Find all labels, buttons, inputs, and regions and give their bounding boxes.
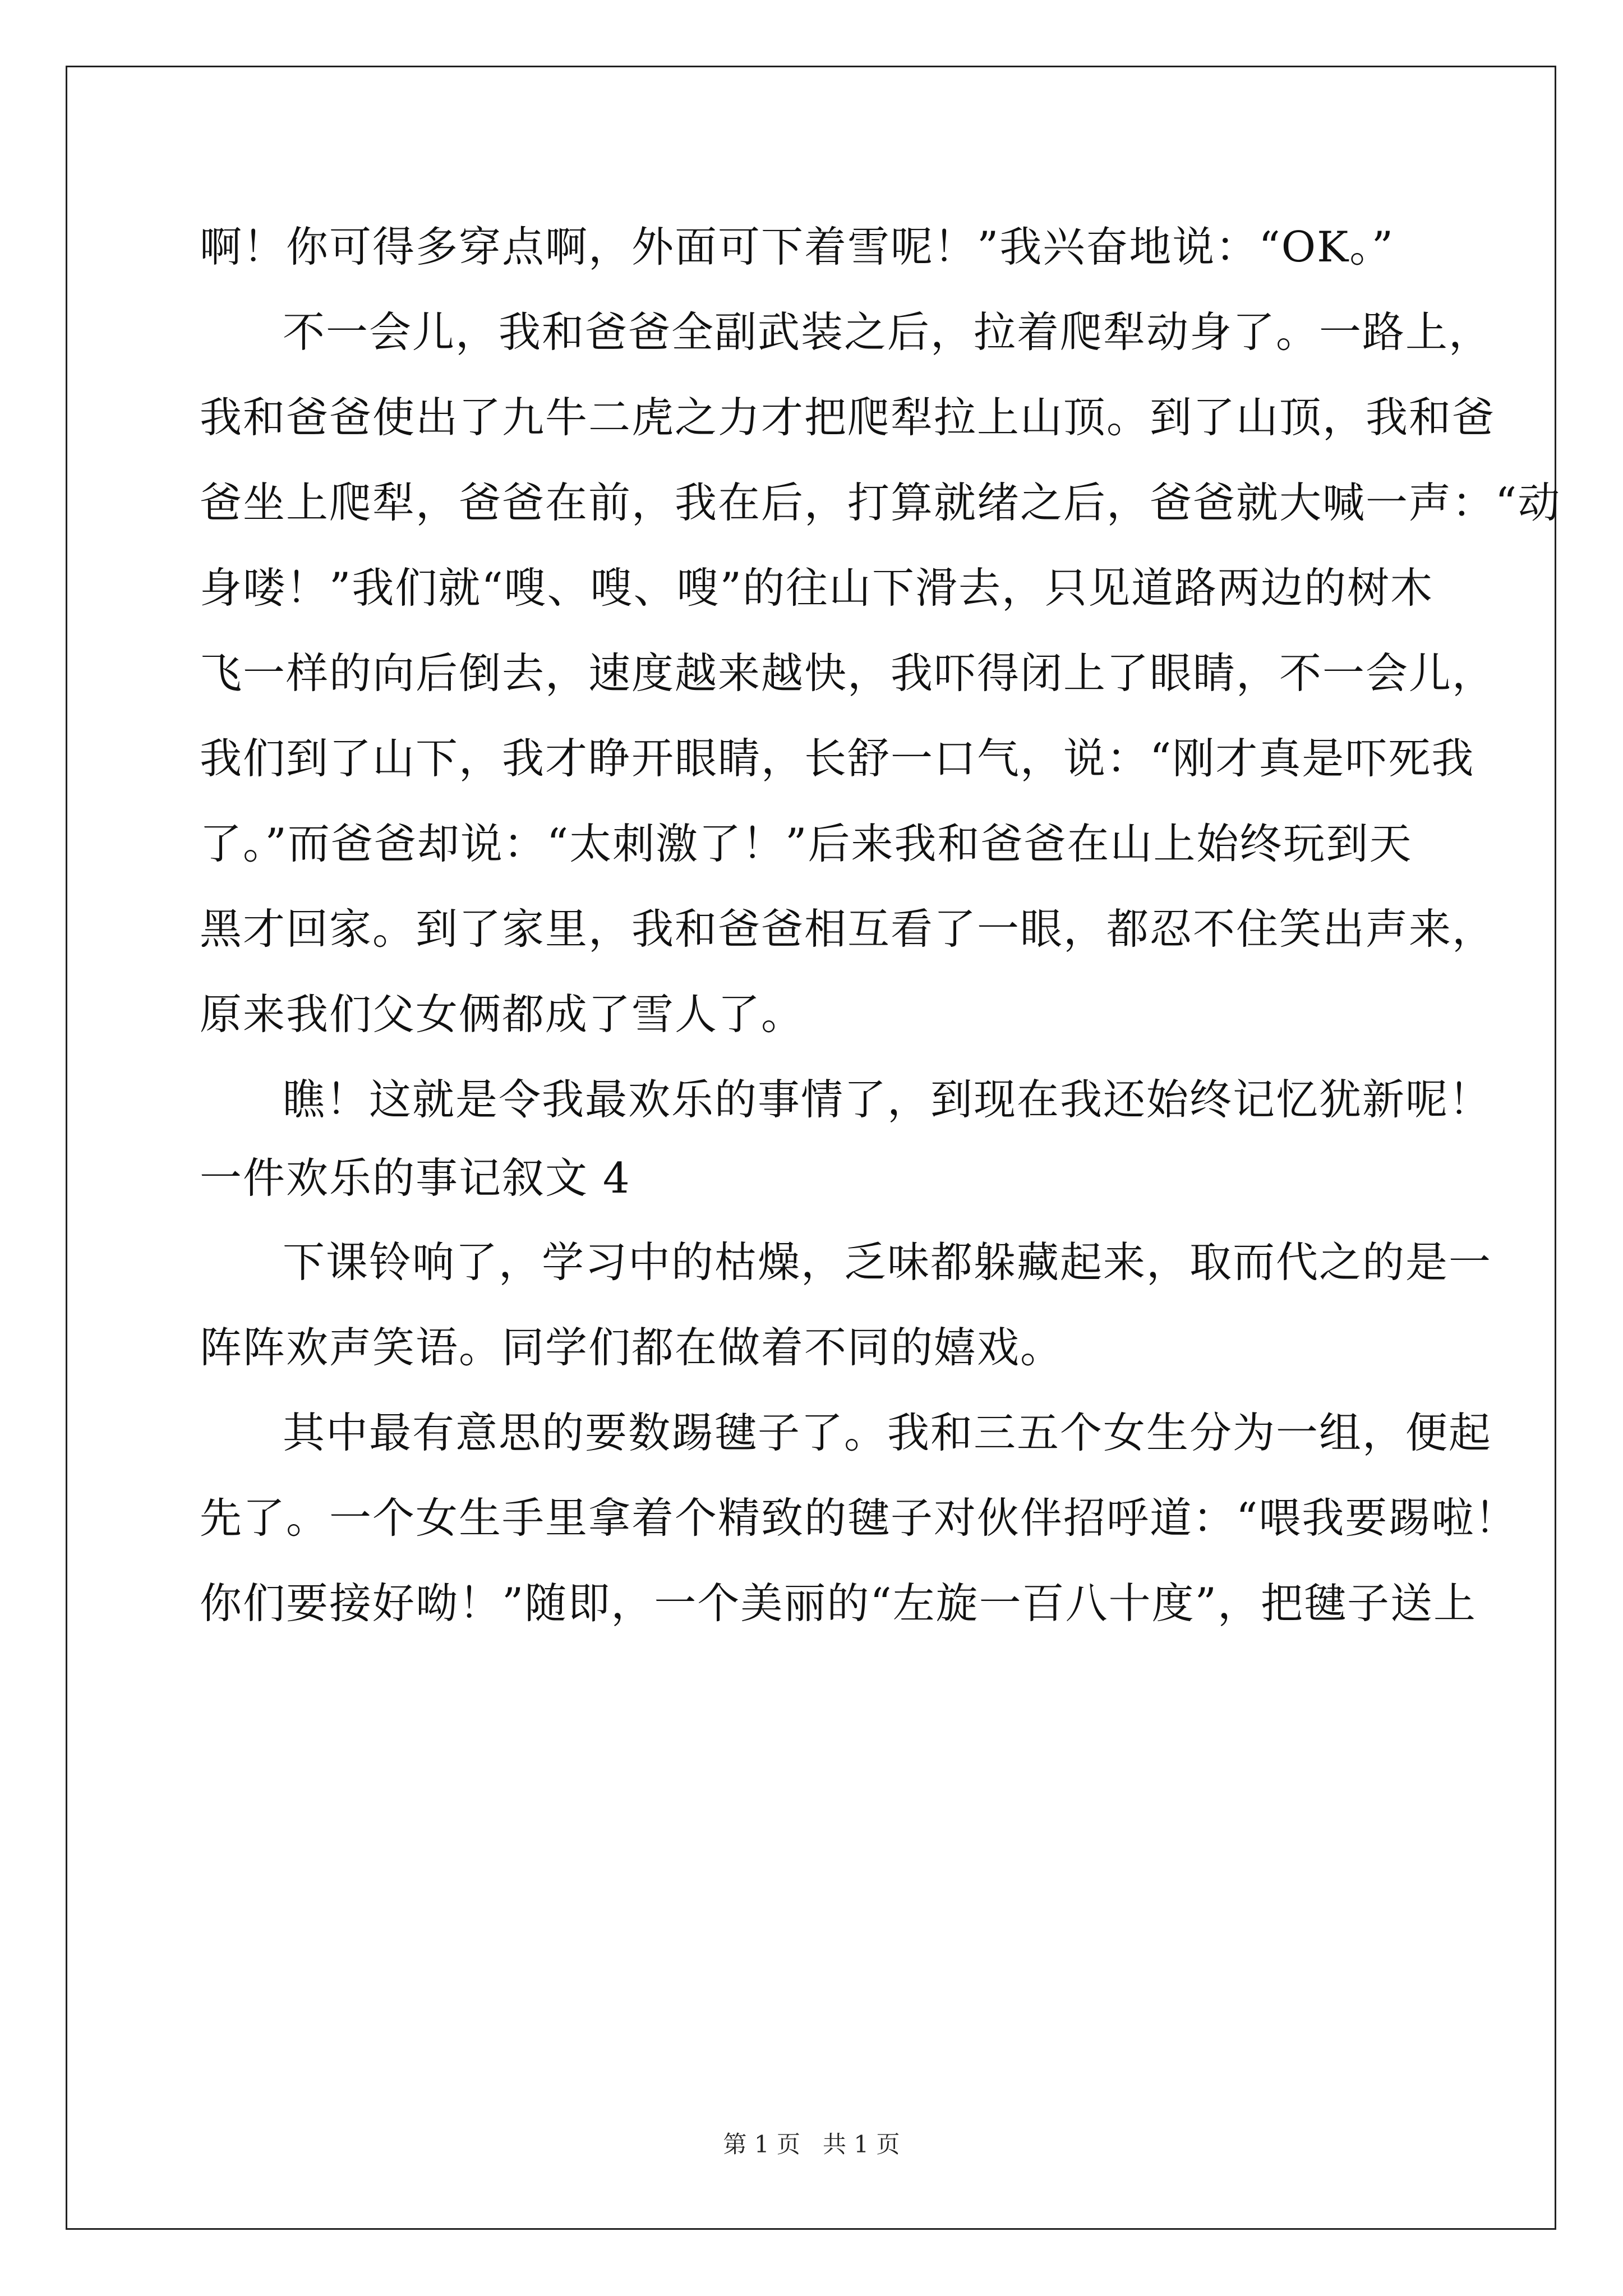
paragraph-first-line: 下课铃响了，学习中的枯燥，乏味都躲藏起来，取而代之的是一 bbox=[283, 1237, 1492, 1287]
paragraph-first-line: 其中最有意思的要数踢毽子了。我和三五个女生分为一组，便起 bbox=[283, 1408, 1492, 1457]
text-line: 我和爸爸使出了九牛二虎之力才把爬犁拉上山顶。到了山顶，我和爸 bbox=[200, 393, 1496, 442]
text-line: 先了。一个女生手里拿着个精致的毽子对伙伴招呼道：“喂我要踢啦！ bbox=[200, 1493, 1518, 1543]
text-line: 你们要接好呦！”随即，一个美丽的“左旋一百八十度”，把毽子送上 bbox=[200, 1579, 1477, 1628]
text-line: 飞一样的向后倒去，速度越来越快，我吓得闭上了眼睛，不一会儿， bbox=[200, 648, 1496, 698]
section-heading: 一件欢乐的事记叙文 4 bbox=[200, 1153, 631, 1203]
text-line: 阵阵欢声笑语。同学们都在做着不同的嬉戏。 bbox=[200, 1323, 1064, 1372]
text-line: 了。”而爸爸却说：“太刺激了！”后来我和爸爸在山上始终玩到天 bbox=[200, 819, 1413, 868]
text-line: 身喽！”我们就“嗖、嗖、嗖”的往山下滑去，只见道路两边的树木 bbox=[200, 563, 1434, 613]
text-line: 我们到了山下，我才睁开眼睛，长舒一口气，说：“刚才真是吓死我 bbox=[200, 734, 1475, 783]
page-footer: 第 1 页 共 1 页 bbox=[723, 2131, 900, 2158]
text-line: 爸坐上爬犁，爸爸在前，我在后，打算就绪之后，爸爸就大喊一声：“动 bbox=[200, 478, 1561, 527]
text-line: 黑才回家。到了家里，我和爸爸相互看了一眼，都忍不住笑出声来， bbox=[200, 904, 1496, 954]
paragraph-first-line: 瞧！这就是令我最欢乐的事情了，到现在我还始终记忆犹新呢！ bbox=[283, 1075, 1492, 1124]
text-line: 原来我们父女俩都成了雪人了。 bbox=[200, 990, 805, 1039]
paragraph-first-line: 不一会儿，我和爸爸全副武装之后，拉着爬犁动身了。一路上， bbox=[283, 307, 1492, 357]
text-line: 啊！你可得多穿点啊，外面可下着雪呢！”我兴奋地说：“OK。” bbox=[200, 222, 1395, 272]
